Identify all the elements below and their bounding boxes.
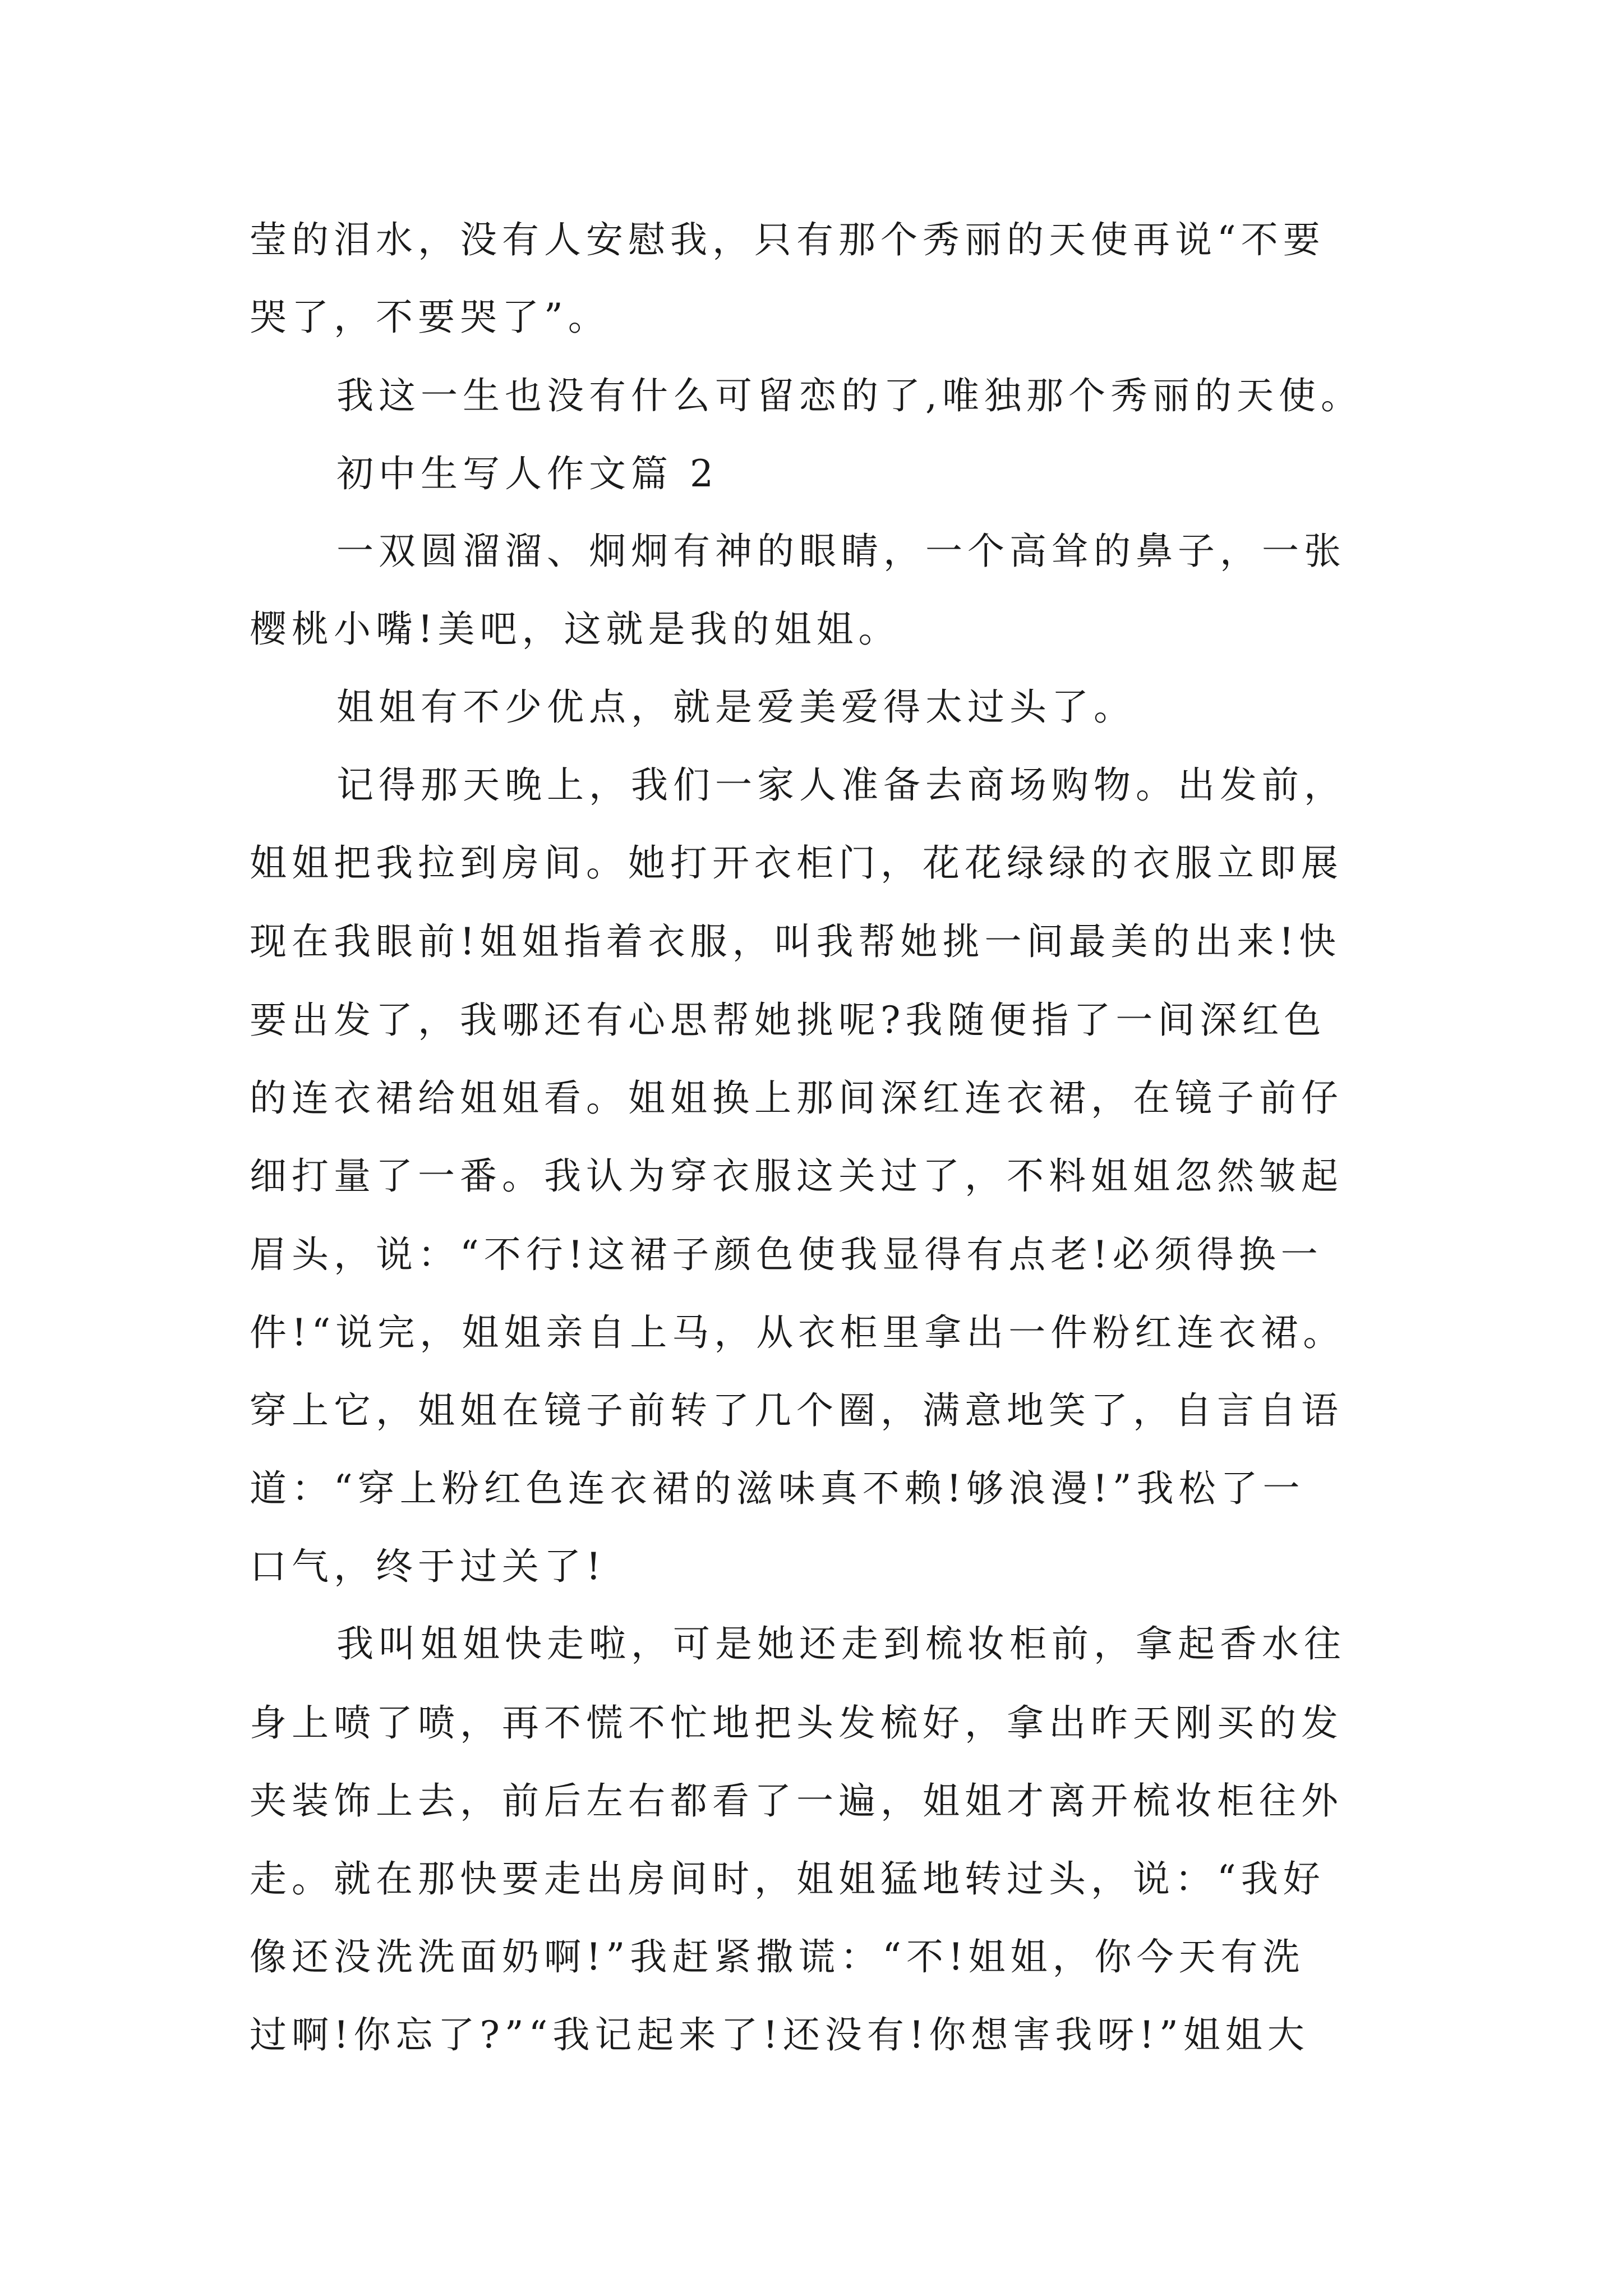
text-line: 姐姐有不少优点，就是爱美爱得太过头了。 <box>336 685 1136 729</box>
text-line: 件!“说完，姐姐亲自上马，从衣柜里拿出一件粉红连衣裙。 <box>250 1311 1345 1354</box>
text-line: 口气，终于过关了! <box>250 1545 606 1588</box>
text-line: 哭了，不要哭了”。 <box>250 296 610 339</box>
text-line: 现在我眼前!姐姐指着衣服，叫我帮她挑一间最美的出来!快 <box>250 920 1341 963</box>
text-line: 穿上它，姐姐在镜子前转了几个圈，满意地笑了，自言自语 <box>250 1389 1343 1432</box>
text-line: 要出发了，我哪还有心思帮她挑呢?我随便指了一间深红色 <box>250 999 1326 1042</box>
text-line: 走。就在那快要走出房间时，姐姐猛地转过头，说：“我好 <box>250 1857 1325 1901</box>
text-line: 记得那天晚上，我们一家人准备去商场购物。出发前， <box>336 763 1346 807</box>
text-line: 眉头，说：“不行!这裙子颜色使我显得有点老!必须得换一 <box>250 1233 1323 1276</box>
text-line: 一双圆溜溜、炯炯有神的眼睛，一个高耸的鼻子，一张 <box>336 530 1346 573</box>
text-line: 姐姐把我拉到房间。她打开衣柜门，花花绿绿的衣服立即展 <box>250 841 1343 885</box>
text-line: 我叫姐姐快走啦，可是她还走到梳妆柜前，拿起香水往 <box>336 1622 1346 1665</box>
text-line: 道：“穿上粉红色连衣裙的滋味真不赖!够浪漫!”我松了一 <box>250 1467 1305 1510</box>
text-line: 身上喷了喷，再不慌不忙地把头发梳好，拿出昨天刚买的发 <box>250 1701 1343 1745</box>
text-line: 我这一生也没有什么可留恋的了,唯独那个秀丽的天使。 <box>336 374 1363 417</box>
text-line: 细打量了一番。我认为穿衣服这关过了，不料姐姐忽然皱起 <box>250 1154 1343 1198</box>
text-line: 夹装饰上去，前后左右都看了一遍，姐姐才离开梳妆柜往外 <box>250 1779 1343 1823</box>
text-line: 过啊!你忘了?”“我记起来了!还没有!你想害我呀!”姐姐大 <box>250 2013 1310 2056</box>
text-line: 像还没洗洗面奶啊!”我赶紧撒谎：“不!姐姐，你今天有洗 <box>250 1935 1305 1978</box>
text-line: 莹的泪水，没有人安慰我，只有那个秀丽的天使再说“不要 <box>250 218 1325 261</box>
text-line: 的连衣裙给姐姐看。姐姐换上那间深红连衣裙，在镜子前仔 <box>250 1076 1343 1120</box>
text-line: 樱桃小嘴!美吧，这就是我的姐姐。 <box>250 608 901 651</box>
section-heading: 初中生写人作文篇 2 <box>336 452 718 495</box>
